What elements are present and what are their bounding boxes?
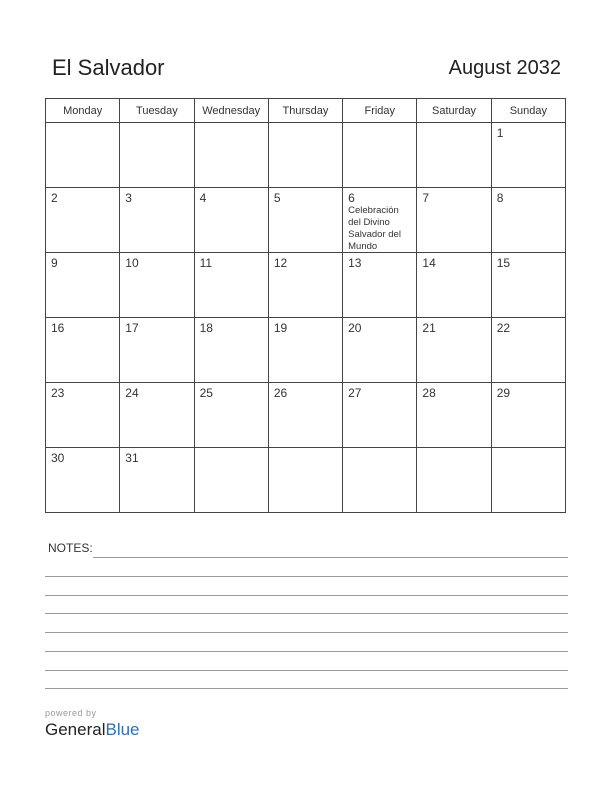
day-cell [417,448,491,513]
day-cell [46,123,120,188]
note-line [45,595,568,596]
weekday-tuesday: Tuesday [120,99,194,123]
day-number: 19 [273,321,288,335]
week-row [46,188,566,253]
day-number: 29 [496,386,511,400]
day-number: 3 [125,191,132,205]
day-number: 16 [51,321,65,335]
day-cell [268,318,342,383]
day-cell [120,383,194,448]
day-number: 14 [422,256,436,270]
week-row [46,448,566,513]
weekday-thursday: Thursday [268,99,342,123]
day-number: 5 [273,191,281,205]
weekday-friday: Friday [343,99,417,123]
week-row [46,383,566,448]
day-cell [417,318,491,383]
weekday-saturday: Saturday [417,99,491,123]
day-cell [194,448,268,513]
day-number: 6 [348,191,355,205]
day-number: 30 [51,451,65,465]
week-row [46,253,566,318]
day-number: 22 [496,321,511,335]
day-cell [120,123,194,188]
day-number: 25 [199,386,213,400]
day-cell [343,383,417,448]
note-line [45,576,568,577]
note-line [45,688,568,689]
weekday-sunday: Sunday [491,99,565,123]
day-cell [491,318,565,383]
day-cell [491,188,565,253]
week-row [46,318,566,383]
day-number: 12 [273,256,288,270]
week-row [46,123,566,188]
holiday-event: Celebración del Divino Salvador del Mundo [348,205,401,252]
note-line [45,632,568,633]
day-cell [343,188,417,253]
day-cell [46,318,120,383]
day-cell [120,253,194,318]
day-number: 27 [348,386,362,400]
day-cell [491,448,565,513]
day-cell [46,448,120,513]
day-cell [343,253,417,318]
day-cell [491,123,565,188]
powered-by-text: powered by [45,708,97,718]
day-number: 15 [496,256,511,270]
day-cell [268,253,342,318]
day-cell [417,123,491,188]
day-number: 11 [199,256,213,270]
day-number: 4 [199,191,207,205]
day-cell [46,383,120,448]
footer-brand [45,708,140,740]
day-cell [46,253,120,318]
day-number: 17 [125,321,139,335]
note-line [93,557,568,558]
generalblue-logo [45,720,140,740]
day-cell [417,383,491,448]
day-cell [194,318,268,383]
day-cell [120,318,194,383]
day-number: 31 [125,451,139,465]
day-cell [417,253,491,318]
day-cell [268,448,342,513]
day-cell [120,188,194,253]
weekday-monday: Monday [46,99,120,123]
day-cell [343,448,417,513]
day-cell [491,253,565,318]
day-number: 2 [51,191,58,205]
day-cell [491,383,565,448]
weekday-wednesday: Wednesday [194,99,268,123]
day-cell [268,383,342,448]
day-cell [343,123,417,188]
calendar-grid [45,98,566,513]
day-number: 18 [199,321,213,335]
day-cell [46,188,120,253]
day-number: 28 [422,386,436,400]
month-year-title: August 2032 [448,57,561,79]
day-number: 7 [422,191,430,205]
day-number: 1 [496,126,504,140]
day-number: 10 [125,256,139,270]
day-cell [194,123,268,188]
country-title: El Salvador [52,55,165,80]
day-number: 21 [422,321,436,335]
day-cell [268,188,342,253]
day-number: 9 [51,256,58,270]
brand-general: General [45,720,106,739]
note-line [45,670,568,671]
day-cell [343,318,417,383]
day-cell [194,383,268,448]
day-number: 23 [51,386,65,400]
notes-label: NOTES: [48,541,93,555]
day-number: 24 [125,386,139,400]
day-number: 8 [496,191,504,205]
day-number: 20 [348,321,362,335]
day-number: 26 [273,386,288,400]
day-cell [194,188,268,253]
day-cell [120,448,194,513]
day-cell [417,188,491,253]
note-line [45,651,568,652]
day-cell [268,123,342,188]
day-number: 13 [348,256,362,270]
day-cell [194,253,268,318]
weekday-header-row [46,99,566,123]
brand-blue: Blue [105,720,140,739]
note-line [45,613,568,614]
